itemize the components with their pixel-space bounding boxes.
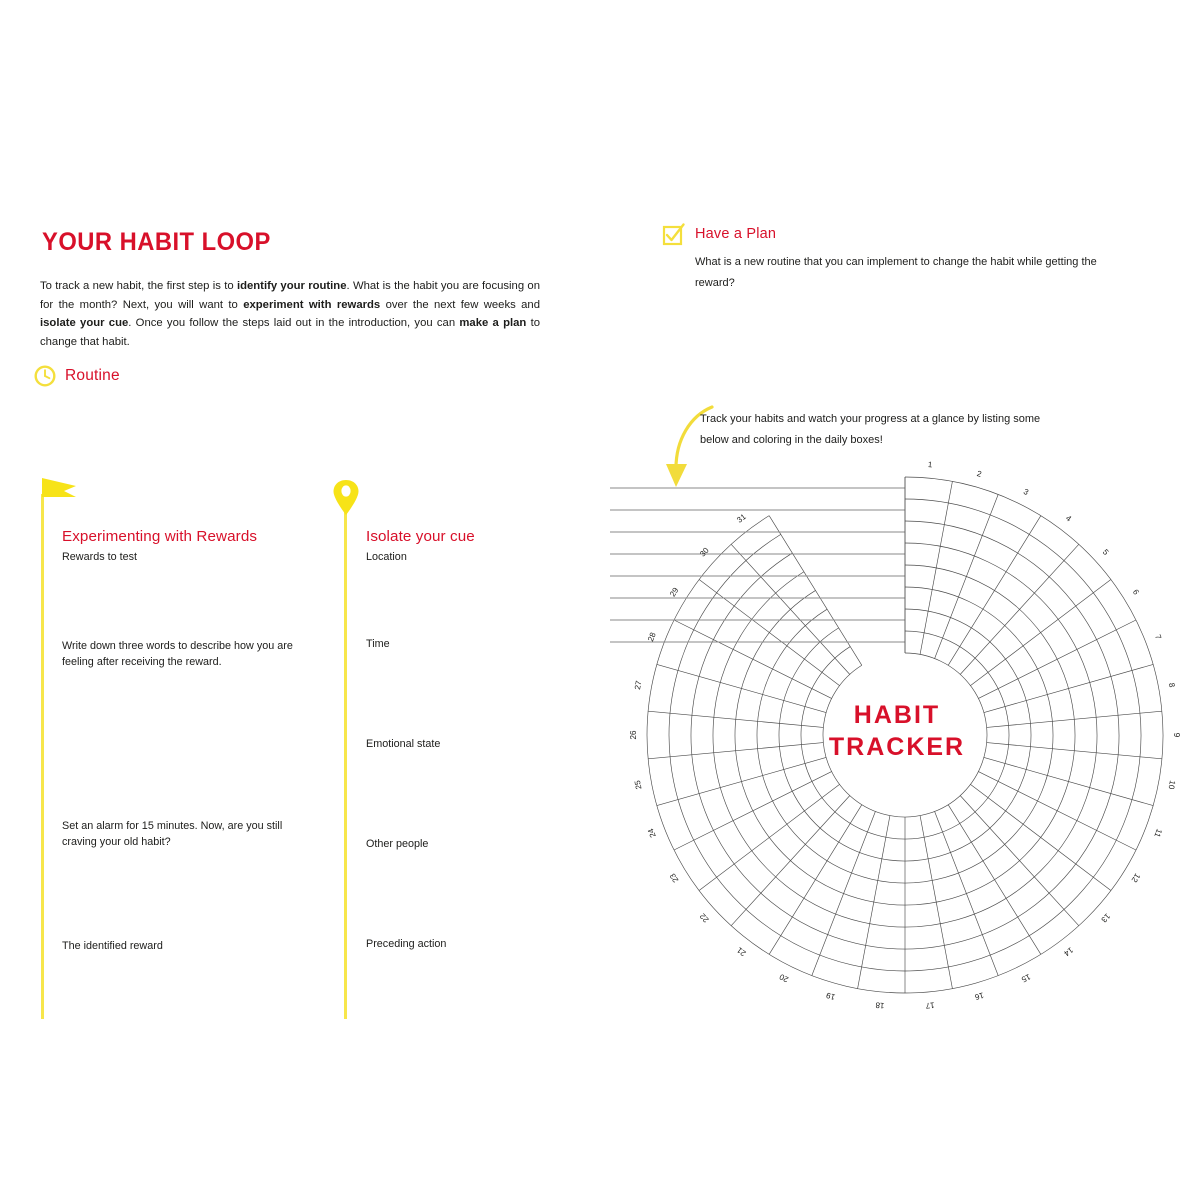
have-a-plan-subtitle[interactable]: What is a new routine that you can implement to change the habit while getting the reward? [695,256,1097,289]
have-a-plan-section [662,222,1132,294]
tracker-instruction: Track your habits and watch your progress at a glance by listing some below and coloring in the daily boxes! [700,413,1041,446]
prompt-other-people[interactable]: Other people [366,838,429,850]
have-a-plan-title: Have a Plan [695,226,777,242]
tracker-day-divider [984,664,1153,712]
tracker-day-divider [812,811,876,975]
tracker-day-label: 17 [925,1000,935,1011]
tracker-day-label: 26 [629,730,639,740]
prompt-identified-reward[interactable]: The identified reward [62,940,163,952]
experimenting-with-rewards-column [62,528,317,565]
tracker-day-divider [978,620,1136,698]
intro-run-5: to change that habit. [40,317,540,348]
clock-icon [32,363,58,389]
tracker-day-label: 24 [646,827,658,839]
tracker-day-label: 10 [1166,779,1178,791]
tracker-day-label: 11 [1152,827,1164,839]
tracker-day-divider [978,772,1136,850]
tracker-day-divider [984,757,1153,805]
intro-paragraph [40,277,540,351]
map-pin-icon [331,478,361,518]
tracker-day-label: 31 [735,512,748,525]
tracker-day-divider [731,796,850,926]
column-a-heading: Experimenting with Rewards [62,528,258,545]
prompt-alarm-15-minutes[interactable]: Set an alarm for 15 minutes. Now, are you still craving your old habit? [62,820,283,848]
tracker-day-label: 6 [1130,587,1141,597]
tracker-day-label: 23 [668,871,681,885]
flag-stem [41,494,44,1019]
habit-writing-lines[interactable] [610,477,905,653]
flag-icon [40,476,80,506]
tracker-day-label: 3 [1021,487,1030,498]
right-page [600,0,1200,1200]
tracker-day-label: 28 [646,631,658,643]
tracker-day-divider [731,544,850,674]
tracker-day-divider [657,757,826,805]
tracker-day-divider [674,620,832,698]
tracker-day-label: 5 [1100,547,1111,557]
tracker-day-divider [674,772,832,850]
tracker-day-label: 15 [1019,971,1032,984]
habit-tracker-wheel[interactable] [610,440,1200,1030]
tracker-day-divider [648,711,823,727]
column-b-heading: Isolate your cue [366,528,475,545]
have-a-plan-header [662,222,1132,248]
tracker-day-divider [987,711,1162,727]
tracker-day-label: 4 [1064,513,1074,524]
habit-tracker-svg[interactable] [610,440,1200,1030]
tracker-day-label: 14 [1062,945,1075,958]
tracker-day-divider [858,816,890,989]
intro-bold-3: isolate your cue [40,317,129,330]
tracker-day-label: 27 [632,679,644,691]
tracker-day-label: 29 [668,585,681,599]
tracker-day-divider [920,816,952,989]
tracker-day-divider [960,544,1079,674]
isolate-your-cue-column [366,528,621,565]
tracker-day-label: 16 [973,990,985,1002]
intro-run-3: over the next few weeks and [380,298,540,311]
tracker-center-label [829,701,965,761]
intro-run-1: To track a new habit, the first step is to [40,280,237,293]
routine-section-header [32,363,120,389]
tracker-day-label: 1 [927,460,933,470]
tracker-day-divider [987,743,1162,759]
prompt-preceding-action[interactable]: Preceding action [366,938,447,950]
tracker-day-label: 2 [975,469,983,479]
prompt-rewards-to-test[interactable]: Rewards to test [62,551,138,563]
pin-stem [344,500,347,1019]
tracker-day-label: 12 [1129,871,1142,885]
tracker-day-label: 9 [1171,732,1181,738]
tracker-day-label: 7 [1153,633,1164,641]
intro-bold-4: make a plan [459,317,527,330]
tracker-title-line-2: TRACKER [828,733,966,761]
routine-label: Routine [65,367,120,384]
tracker-day-label: 22 [698,911,711,925]
prompt-three-words[interactable]: Write down three words to describe how you are feeling after receiving the reward. [62,640,293,668]
intro-bold-1: identify your routine [236,280,347,293]
tracker-day-divider [648,743,823,759]
tracker-day-label: 21 [735,945,748,958]
prompt-emotional-state[interactable]: Emotional state [366,738,441,750]
tracker-day-divider [657,664,826,712]
page-title: YOUR HABIT LOOP [42,228,271,256]
tracker-day-label: 25 [632,779,644,791]
tracker-day-label: 20 [778,971,791,984]
tracker-day-label: 18 [875,1000,885,1011]
tracker-day-label: 8 [1166,682,1177,689]
prompt-location[interactable]: Location [366,551,407,563]
intro-run-2: . What is the habit you are focusing on for the month? Next, you will want to [40,280,540,311]
tracker-day-label: 19 [825,990,837,1002]
tracker-day-divider [920,481,952,654]
tracker-day-label: 13 [1099,911,1112,925]
tracker-day-divider [960,796,1079,926]
tracker-day-label: 30 [698,545,711,559]
tracker-day-divider [935,811,999,975]
tracker-day-divider [935,494,999,658]
prompt-time[interactable]: Time [366,638,390,650]
intro-run-4: . Once you follow the steps laid out in the introduction, you can [128,317,460,330]
checkbox-checked-icon[interactable] [662,222,686,248]
intro-bold-2: experiment with rewards [243,298,381,311]
tracker-title-line-1: HABIT [853,701,941,729]
